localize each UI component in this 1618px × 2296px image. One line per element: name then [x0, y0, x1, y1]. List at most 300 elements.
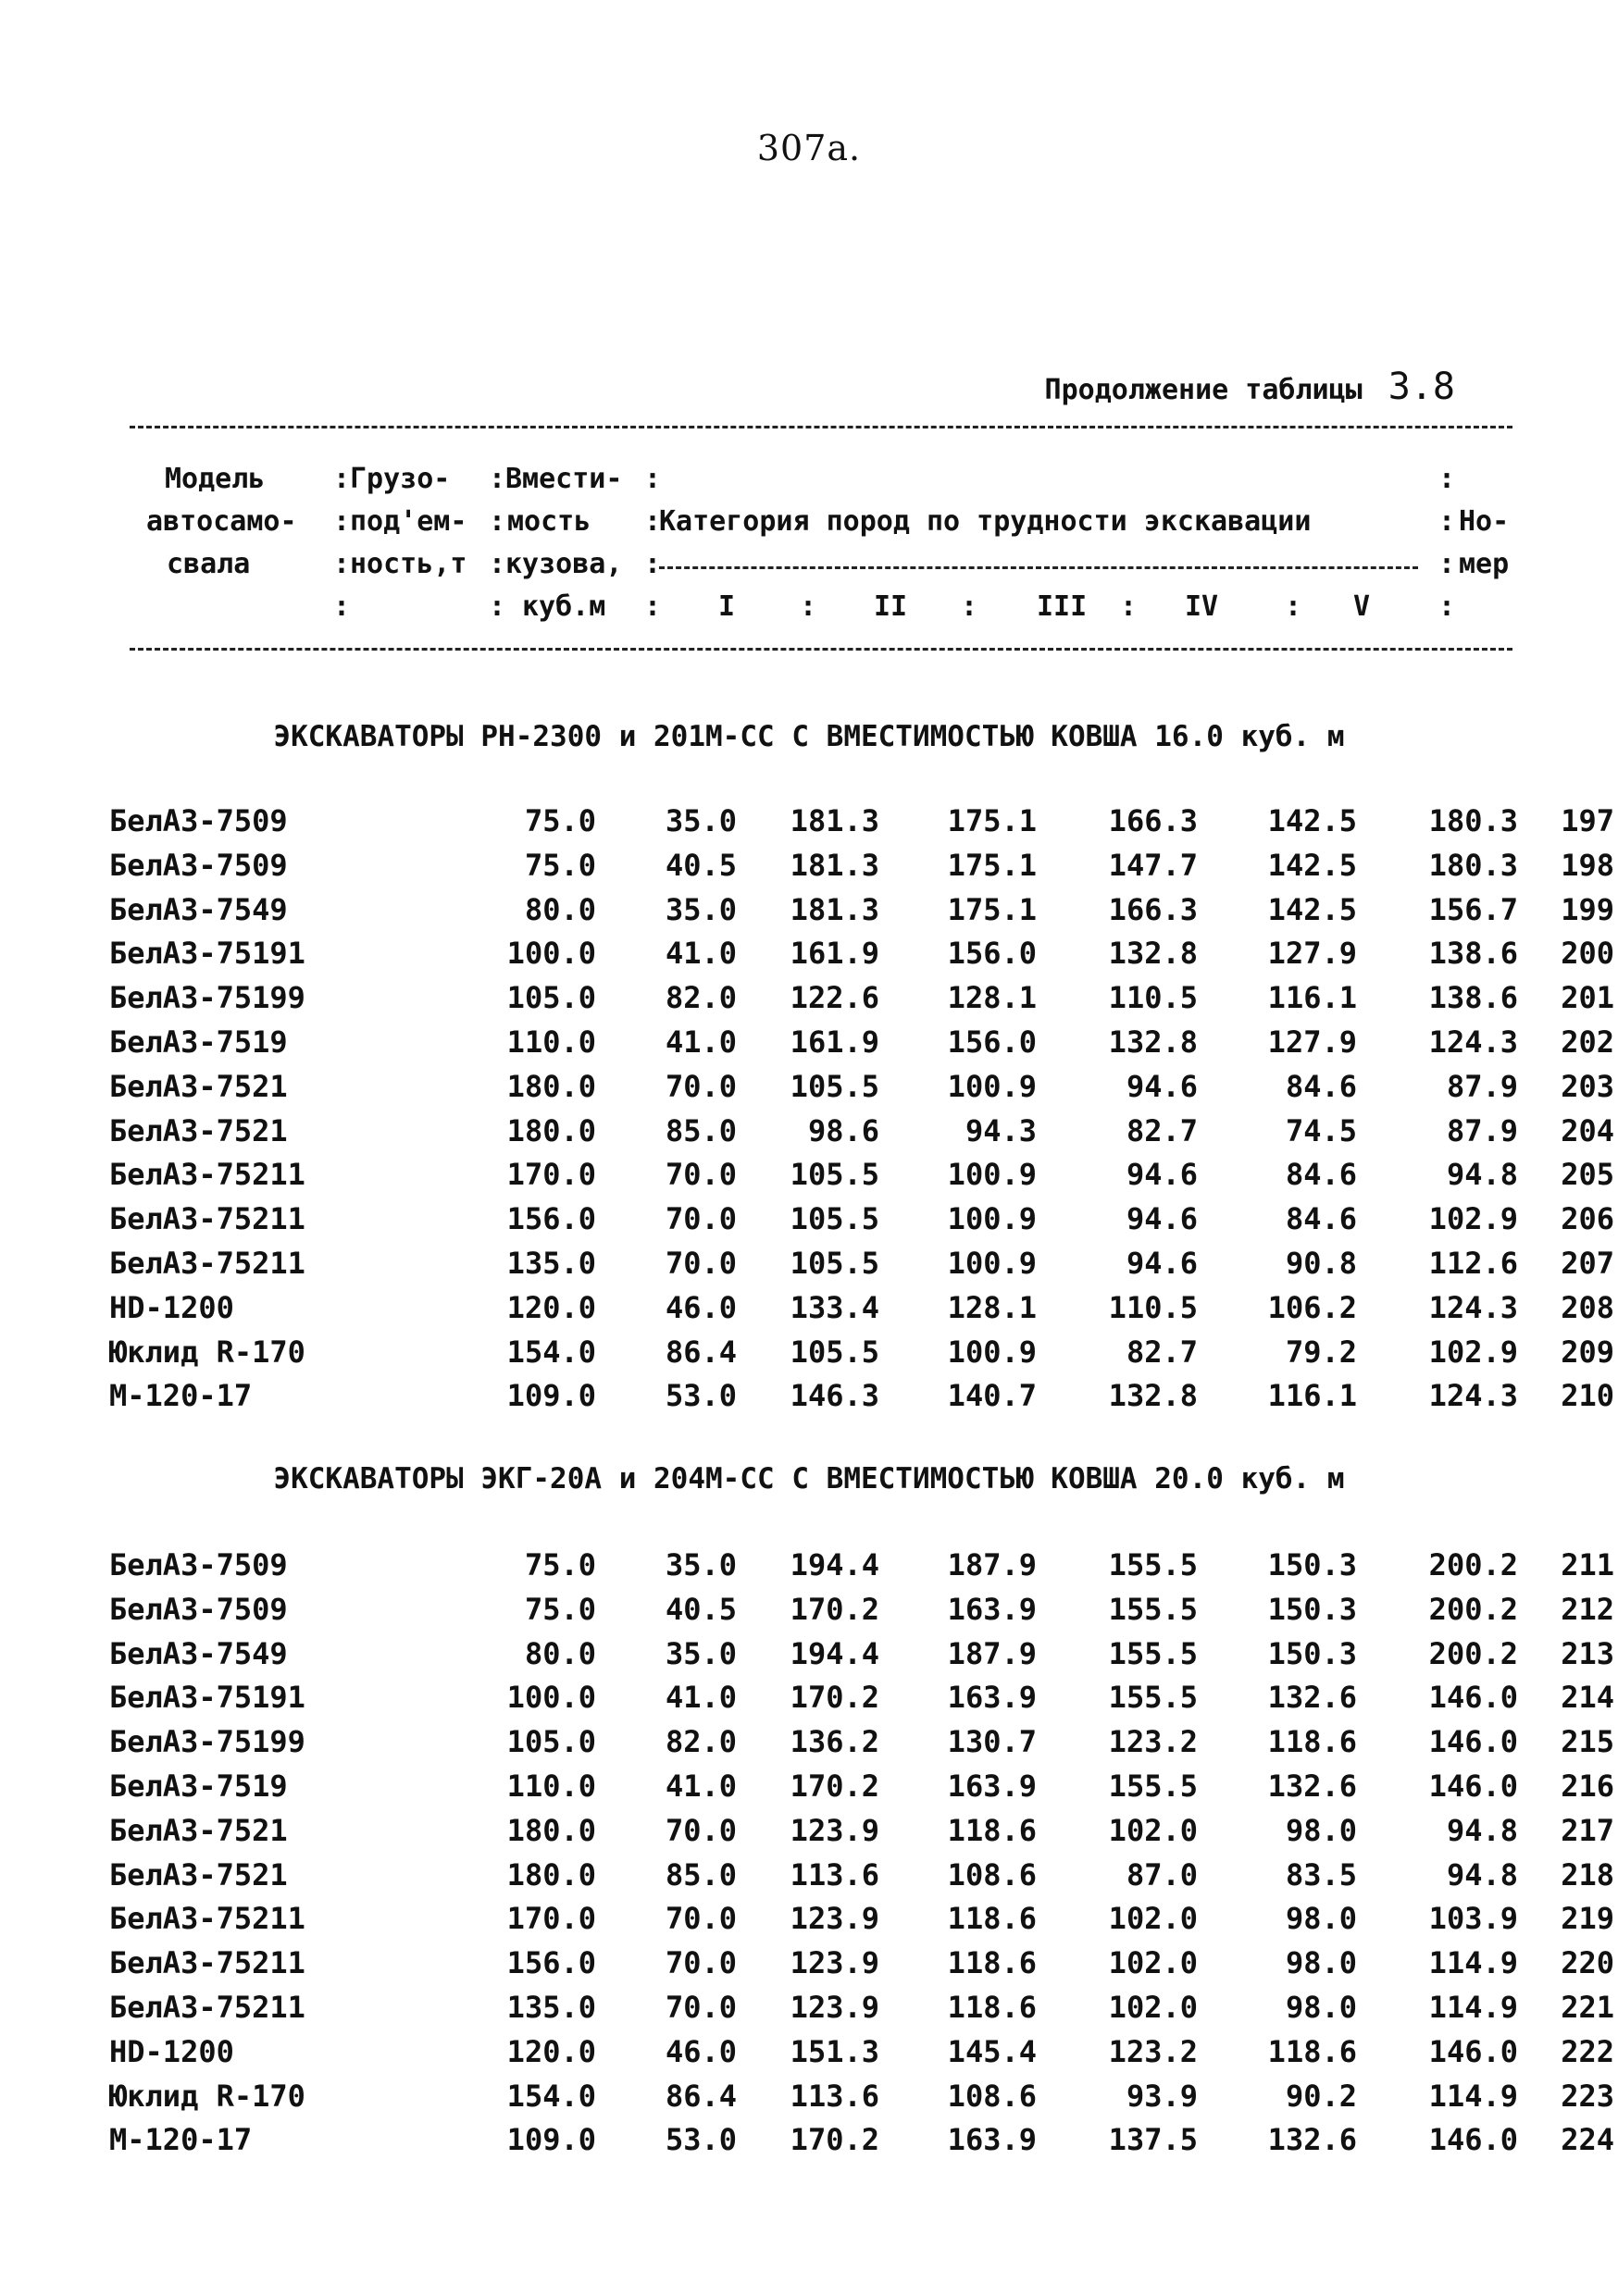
- cell-cat-III: 94.6: [1126, 1068, 1198, 1104]
- cell-volume: 46.0: [665, 2033, 737, 2069]
- cell-number: 199: [1561, 891, 1614, 927]
- cell-capacity: 180.0: [506, 1068, 596, 1104]
- cell-cat-V: 114.9: [1428, 1945, 1518, 1981]
- cell-capacity: 154.0: [506, 2078, 596, 2114]
- cell-number: 201: [1561, 980, 1614, 1016]
- cell-cat-I: 170.2: [790, 1591, 879, 1627]
- cell-cat-III: 123.2: [1108, 2033, 1198, 2069]
- cell-cat-V: 102.9: [1428, 1334, 1518, 1370]
- table-row: [109, 1157, 1614, 1201]
- cell-capacity: 135.0: [506, 1989, 596, 2025]
- cell-number: 222: [1561, 2033, 1614, 2069]
- cell-cat-II: 118.6: [947, 1945, 1037, 1981]
- cell-volume: 70.0: [665, 1812, 737, 1848]
- cell-cat-III: 94.6: [1126, 1245, 1198, 1281]
- cell-cat-II: 108.6: [947, 1856, 1037, 1893]
- cell-number: 214: [1561, 1680, 1614, 1716]
- table-row: [109, 1245, 1614, 1290]
- cell-cat-III: 102.0: [1108, 1989, 1198, 2025]
- table-row: [109, 1591, 1614, 1636]
- section-title: ЭКСКАВАТОРЫ ЭКГ-20А и 204М-СС С ВМЕСТИМОСТЬЮ КОВША 20.0 куб. м: [273, 1462, 1345, 1496]
- cell-cat-IV: 98.0: [1285, 1945, 1357, 1981]
- cell-capacity: 75.0: [524, 1547, 596, 1582]
- cell-volume: 70.0: [665, 1157, 737, 1193]
- cell-cat-III: 155.5: [1108, 1547, 1198, 1582]
- cell-cat-I: 105.5: [790, 1334, 879, 1370]
- header-separator: :: [1120, 590, 1138, 623]
- cell-model: БелАЗ-7521: [109, 1112, 288, 1148]
- cell-model: БелАЗ-7519: [109, 1024, 288, 1060]
- cell-model: БелАЗ-7509: [109, 1591, 288, 1627]
- cell-cat-II: 163.9: [947, 1680, 1037, 1716]
- header-volume-line3: кузова,: [505, 548, 623, 580]
- section-title: ЭКСКАВАТОРЫ PH-2300 и 201М-СС С ВМЕСТИМОСТЬЮ КОВША 16.0 куб. м: [273, 720, 1345, 753]
- table-row: [109, 936, 1614, 980]
- header-separator: :: [489, 463, 506, 495]
- cell-capacity: 170.0: [506, 1901, 596, 1937]
- cell-cat-IV: 83.5: [1285, 1856, 1357, 1893]
- header-separator: :: [489, 548, 506, 580]
- cell-cat-IV: 98.0: [1285, 1901, 1357, 1937]
- cell-capacity: 120.0: [506, 2033, 596, 2069]
- cell-volume: 35.0: [665, 1635, 737, 1671]
- cell-cat-III: 82.7: [1126, 1334, 1198, 1370]
- cell-cat-III: 166.3: [1108, 803, 1198, 838]
- cell-volume: 35.0: [665, 891, 737, 927]
- cell-number: 197: [1561, 803, 1614, 838]
- cell-model: БелАЗ-7521: [109, 1068, 288, 1104]
- cell-cat-V: 112.6: [1428, 1245, 1518, 1281]
- cell-cat-I: 98.6: [807, 1112, 879, 1148]
- table-row: [109, 2078, 1614, 2123]
- table-row: [109, 1680, 1614, 1724]
- cell-model: М-120-17: [109, 1378, 253, 1414]
- cell-cat-V: 138.6: [1428, 936, 1518, 972]
- cell-cat-I: 105.5: [790, 1201, 879, 1237]
- cell-model: БелАЗ-7509: [109, 1547, 288, 1582]
- cell-cat-V: 94.8: [1446, 1812, 1518, 1848]
- cell-capacity: 75.0: [524, 1591, 596, 1627]
- cell-cat-III: 155.5: [1108, 1635, 1198, 1671]
- cell-model: БелАЗ-75211: [109, 1901, 305, 1937]
- cell-cat-IV: 127.9: [1267, 936, 1357, 972]
- cell-cat-I: 181.3: [790, 891, 879, 927]
- cell-model: БелАЗ-75211: [109, 1201, 305, 1237]
- cell-cat-II: 163.9: [947, 1591, 1037, 1627]
- cell-cat-I: 105.5: [790, 1245, 879, 1281]
- header-separator: :: [489, 590, 506, 623]
- cell-cat-III: 94.6: [1126, 1201, 1198, 1237]
- header-volume-line4: куб.м: [522, 590, 606, 623]
- cell-cat-II: 100.9: [947, 1201, 1037, 1237]
- header-category-II: II: [874, 590, 908, 623]
- cell-capacity: 154.0: [506, 1334, 596, 1370]
- cell-cat-III: 132.8: [1108, 1024, 1198, 1060]
- cell-volume: 82.0: [665, 980, 737, 1016]
- table-number: 3.8: [1388, 366, 1455, 408]
- cell-capacity: 80.0: [524, 891, 596, 927]
- cell-cat-IV: 90.2: [1285, 2078, 1357, 2114]
- cell-volume: 70.0: [665, 1201, 737, 1237]
- cell-cat-I: 170.2: [790, 1680, 879, 1716]
- cell-cat-V: 124.3: [1428, 1024, 1518, 1060]
- cell-capacity: 75.0: [524, 803, 596, 838]
- header-category-V: V: [1353, 590, 1371, 623]
- cell-cat-V: 146.0: [1428, 2033, 1518, 2069]
- header-separator: :: [333, 590, 351, 623]
- cell-number: 213: [1561, 1635, 1614, 1671]
- cell-model: БелАЗ-75199: [109, 980, 305, 1016]
- header-separator: :: [1285, 590, 1302, 623]
- header-number-line1: Но-: [1459, 505, 1510, 538]
- cell-cat-V: 146.0: [1428, 1680, 1518, 1716]
- cell-cat-III: 147.7: [1108, 847, 1198, 883]
- cell-number: 207: [1561, 1245, 1614, 1281]
- cell-cat-IV: 132.6: [1267, 1680, 1357, 1716]
- cell-cat-I: 170.2: [790, 1768, 879, 1804]
- continuation-label: Продолжение таблицы: [1044, 374, 1363, 406]
- cell-cat-V: 103.9: [1428, 1901, 1518, 1937]
- cell-cat-IV: 118.6: [1267, 2033, 1357, 2069]
- table-row: [109, 847, 1614, 892]
- cell-cat-V: 146.0: [1428, 2122, 1518, 2158]
- cell-cat-III: 102.0: [1108, 1901, 1198, 1937]
- cell-model: Юклид R-170: [109, 2078, 305, 2114]
- cell-cat-III: 155.5: [1108, 1768, 1198, 1804]
- cell-cat-IV: 98.0: [1285, 1812, 1357, 1848]
- header-separator: :: [644, 505, 662, 538]
- cell-cat-IV: 142.5: [1267, 803, 1357, 838]
- cell-cat-I: 194.4: [790, 1635, 879, 1671]
- cell-cat-II: 128.1: [947, 1289, 1037, 1325]
- cell-cat-II: 94.3: [965, 1112, 1037, 1148]
- cell-cat-V: 200.2: [1428, 1591, 1518, 1627]
- table-row: [109, 1547, 1614, 1592]
- cell-number: 220: [1561, 1945, 1614, 1981]
- table-row: [109, 1945, 1614, 1990]
- table-row: [109, 1635, 1614, 1681]
- cell-cat-V: 180.3: [1428, 803, 1518, 838]
- cell-cat-II: 100.9: [947, 1157, 1037, 1193]
- cell-cat-III: 110.5: [1108, 1289, 1198, 1325]
- cell-cat-V: 200.2: [1428, 1635, 1518, 1671]
- header-number-line2: мер: [1459, 548, 1510, 580]
- table-row: [109, 1989, 1614, 2034]
- cell-model: БелАЗ-75211: [109, 1945, 305, 1981]
- cell-volume: 40.5: [665, 1591, 737, 1627]
- cell-model: БелАЗ-75191: [109, 936, 305, 972]
- cell-cat-II: 118.6: [947, 1989, 1037, 2025]
- cell-cat-IV: 79.2: [1285, 1334, 1357, 1370]
- cell-model: БелАЗ-7521: [109, 1812, 288, 1848]
- cell-cat-I: 122.6: [790, 980, 879, 1016]
- cell-cat-IV: 150.3: [1267, 1547, 1357, 1582]
- cell-number: 206: [1561, 1201, 1614, 1237]
- cell-cat-IV: 132.6: [1267, 1768, 1357, 1804]
- cell-cat-III: 137.5: [1108, 2122, 1198, 2158]
- cell-cat-III: 155.5: [1108, 1591, 1198, 1627]
- section-rows: [109, 803, 1614, 1422]
- cell-model: БелАЗ-7549: [109, 1635, 288, 1671]
- cell-number: 203: [1561, 1068, 1614, 1104]
- header-category-IV: IV: [1185, 590, 1219, 623]
- cell-model: HD-1200: [109, 2033, 234, 2069]
- cell-cat-I: 151.3: [790, 2033, 879, 2069]
- cell-cat-II: 100.9: [947, 1334, 1037, 1370]
- cell-cat-IV: 98.0: [1285, 1989, 1357, 2025]
- cell-cat-V: 146.0: [1428, 1768, 1518, 1804]
- cell-model: БелАЗ-7519: [109, 1768, 288, 1804]
- cell-number: 204: [1561, 1112, 1614, 1148]
- header-separator: :: [333, 463, 351, 495]
- cell-cat-III: 87.0: [1126, 1856, 1198, 1893]
- cell-cat-II: 163.9: [947, 1768, 1037, 1804]
- cell-volume: 53.0: [665, 1378, 737, 1414]
- cell-cat-IV: 116.1: [1267, 1378, 1357, 1414]
- cell-cat-II: 163.9: [947, 2122, 1037, 2158]
- cell-cat-III: 132.8: [1108, 936, 1198, 972]
- cell-cat-IV: 132.6: [1267, 2122, 1357, 2158]
- header-model-line2: автосамо-: [146, 505, 297, 538]
- table-row: [109, 1768, 1614, 1813]
- cell-capacity: 75.0: [524, 847, 596, 883]
- cell-volume: 46.0: [665, 1289, 737, 1325]
- cell-cat-II: 187.9: [947, 1547, 1037, 1582]
- cell-cat-II: 100.9: [947, 1245, 1037, 1281]
- cell-model: БелАЗ-7549: [109, 891, 288, 927]
- cell-number: 221: [1561, 1989, 1614, 2025]
- cell-number: 217: [1561, 1812, 1614, 1848]
- cell-cat-II: 100.9: [947, 1068, 1037, 1104]
- header-separator: :: [644, 590, 662, 623]
- header-volume-line2: мость: [507, 505, 591, 538]
- cell-cat-II: 175.1: [947, 891, 1037, 927]
- table-row: [109, 980, 1614, 1024]
- table-row: [109, 1812, 1614, 1857]
- cell-capacity: 109.0: [506, 1378, 596, 1414]
- cell-number: 211: [1561, 1547, 1614, 1582]
- cell-cat-III: 93.9: [1126, 2078, 1198, 2114]
- cell-capacity: 156.0: [506, 1945, 596, 1981]
- header-separator: :: [333, 548, 351, 580]
- cell-model: БелАЗ-75191: [109, 1680, 305, 1716]
- cell-cat-I: 194.4: [790, 1547, 879, 1582]
- cell-cat-I: 123.9: [790, 1989, 879, 2025]
- cell-cat-II: 145.4: [947, 2033, 1037, 2069]
- cell-cat-I: 105.5: [790, 1068, 879, 1104]
- cell-model: БелАЗ-75211: [109, 1245, 305, 1281]
- cell-cat-I: 123.9: [790, 1901, 879, 1937]
- table-row: [109, 891, 1614, 937]
- section-rows: [109, 1547, 1614, 2166]
- table-row: [109, 1068, 1614, 1113]
- cell-volume: 41.0: [665, 1768, 737, 1804]
- cell-cat-V: 200.2: [1428, 1547, 1518, 1582]
- cell-cat-IV: 84.6: [1285, 1201, 1357, 1237]
- cell-cat-I: 105.5: [790, 1157, 879, 1193]
- cell-number: 224: [1561, 2122, 1614, 2158]
- header-separator: :: [1438, 505, 1456, 538]
- cell-cat-V: 146.0: [1428, 1724, 1518, 1760]
- table-row: [109, 2033, 1614, 2079]
- cell-number: 205: [1561, 1157, 1614, 1193]
- cell-cat-V: 114.9: [1428, 2078, 1518, 2114]
- header-separator: :: [644, 463, 662, 495]
- cell-cat-II: 118.6: [947, 1812, 1037, 1848]
- header-separator: :: [961, 590, 978, 623]
- cell-model: БелАЗ-7509: [109, 803, 288, 838]
- cell-volume: 86.4: [665, 2078, 737, 2114]
- cell-volume: 70.0: [665, 1989, 737, 2025]
- cell-number: 215: [1561, 1724, 1614, 1760]
- cell-model: Юклид R-170: [109, 1334, 305, 1370]
- cell-number: 200: [1561, 936, 1614, 972]
- cell-volume: 41.0: [665, 1024, 737, 1060]
- cell-number: 208: [1561, 1289, 1614, 1325]
- cell-cat-I: 181.3: [790, 803, 879, 838]
- cell-model: HD-1200: [109, 1289, 234, 1325]
- cell-cat-IV: 142.5: [1267, 891, 1357, 927]
- cell-cat-V: 87.9: [1446, 1112, 1518, 1148]
- cell-cat-III: 94.6: [1126, 1157, 1198, 1193]
- cell-cat-III: 166.3: [1108, 891, 1198, 927]
- cell-cat-IV: 150.3: [1267, 1635, 1357, 1671]
- cell-cat-I: 123.9: [790, 1812, 879, 1848]
- cell-number: 219: [1561, 1901, 1614, 1937]
- cell-cat-II: 108.6: [947, 2078, 1037, 2114]
- cell-cat-V: 156.7: [1428, 891, 1518, 927]
- cell-cat-IV: 106.2: [1267, 1289, 1357, 1325]
- cell-cat-III: 102.0: [1108, 1812, 1198, 1848]
- table-row: [109, 1334, 1614, 1379]
- cell-cat-V: 94.8: [1446, 1157, 1518, 1193]
- cell-cat-II: 175.1: [947, 803, 1037, 838]
- cell-cat-I: 161.9: [790, 936, 879, 972]
- cell-volume: 70.0: [665, 1245, 737, 1281]
- cell-cat-IV: 84.6: [1285, 1157, 1357, 1193]
- header-separator: :: [1438, 590, 1456, 623]
- cell-volume: 85.0: [665, 1856, 737, 1893]
- page-number: 307а.: [756, 128, 862, 168]
- cell-model: БелАЗ-75211: [109, 1157, 305, 1193]
- header-model-line1: Модель: [165, 463, 266, 495]
- table-row: [109, 803, 1614, 848]
- cell-capacity: 180.0: [506, 1812, 596, 1848]
- cell-capacity: 109.0: [506, 2122, 596, 2158]
- header-volume-line1: Вмести-: [505, 463, 623, 495]
- cell-model: БелАЗ-75199: [109, 1724, 305, 1760]
- cell-cat-V: 138.6: [1428, 980, 1518, 1016]
- cell-volume: 70.0: [665, 1901, 737, 1937]
- cell-cat-I: 146.3: [790, 1378, 879, 1414]
- cell-cat-III: 110.5: [1108, 980, 1198, 1016]
- table-top-rule: [130, 426, 1512, 428]
- table-row: [109, 1378, 1614, 1422]
- header-category: Категория пород по трудности экскавации: [659, 505, 1312, 538]
- cell-capacity: 180.0: [506, 1856, 596, 1893]
- cell-cat-I: 113.6: [790, 2078, 879, 2114]
- cell-model: БелАЗ-7509: [109, 847, 288, 883]
- cell-cat-V: 94.8: [1446, 1856, 1518, 1893]
- cell-capacity: 156.0: [506, 1201, 596, 1237]
- cell-cat-V: 124.3: [1428, 1378, 1518, 1414]
- cell-cat-II: 187.9: [947, 1635, 1037, 1671]
- cell-cat-III: 155.5: [1108, 1680, 1198, 1716]
- cell-volume: 82.0: [665, 1724, 737, 1760]
- cell-cat-I: 123.9: [790, 1945, 879, 1981]
- header-separator: :: [644, 548, 662, 580]
- table-row: [109, 2122, 1614, 2166]
- table-row: [109, 1024, 1614, 1069]
- cell-volume: 41.0: [665, 936, 737, 972]
- cell-cat-II: 118.6: [947, 1901, 1037, 1937]
- header-category-III: III: [1037, 590, 1088, 623]
- cell-cat-II: 175.1: [947, 847, 1037, 883]
- cell-cat-II: 140.7: [947, 1378, 1037, 1414]
- cell-volume: 41.0: [665, 1680, 737, 1716]
- cell-volume: 70.0: [665, 1068, 737, 1104]
- cell-cat-IV: 84.6: [1285, 1068, 1357, 1104]
- cell-cat-I: 161.9: [790, 1024, 879, 1060]
- table-row: [109, 1901, 1614, 1945]
- table-row: [109, 1856, 1614, 1902]
- cell-capacity: 170.0: [506, 1157, 596, 1193]
- cell-cat-V: 124.3: [1428, 1289, 1518, 1325]
- cell-model: М-120-17: [109, 2122, 253, 2158]
- header-separator: :: [1438, 548, 1456, 580]
- cell-cat-IV: 90.8: [1285, 1245, 1357, 1281]
- cell-cat-V: 114.9: [1428, 1989, 1518, 2025]
- cell-cat-IV: 118.6: [1267, 1724, 1357, 1760]
- cell-volume: 35.0: [665, 1547, 737, 1582]
- cell-cat-III: 123.2: [1108, 1724, 1198, 1760]
- table-header-bottom-rule: [130, 648, 1512, 651]
- cell-capacity: 100.0: [506, 1680, 596, 1716]
- table-row: [109, 1289, 1614, 1334]
- cell-volume: 53.0: [665, 2122, 737, 2158]
- cell-cat-IV: 150.3: [1267, 1591, 1357, 1627]
- cell-number: 216: [1561, 1768, 1614, 1804]
- header-separator: :: [800, 590, 817, 623]
- cell-capacity: 105.0: [506, 1724, 596, 1760]
- cell-capacity: 180.0: [506, 1112, 596, 1148]
- cell-cat-IV: 142.5: [1267, 847, 1357, 883]
- cell-cat-II: 128.1: [947, 980, 1037, 1016]
- header-category-I: I: [718, 590, 736, 623]
- cell-cat-V: 102.9: [1428, 1201, 1518, 1237]
- cell-number: 202: [1561, 1024, 1614, 1060]
- cell-capacity: 110.0: [506, 1024, 596, 1060]
- cell-cat-I: 136.2: [790, 1724, 879, 1760]
- cell-cat-II: 130.7: [947, 1724, 1037, 1760]
- cell-volume: 85.0: [665, 1112, 737, 1148]
- cell-cat-II: 156.0: [947, 936, 1037, 972]
- cell-capacity: 135.0: [506, 1245, 596, 1281]
- cell-number: 223: [1561, 2078, 1614, 2114]
- cell-volume: 35.0: [665, 803, 737, 838]
- cell-capacity: 100.0: [506, 936, 596, 972]
- header-model-line3: свала: [167, 548, 251, 580]
- cell-capacity: 110.0: [506, 1768, 596, 1804]
- cell-cat-III: 102.0: [1108, 1945, 1198, 1981]
- table-row: [109, 1201, 1614, 1246]
- cell-cat-I: 133.4: [790, 1289, 879, 1325]
- header-separator: :: [333, 505, 351, 538]
- cell-cat-IV: 116.1: [1267, 980, 1357, 1016]
- cell-number: 198: [1561, 847, 1614, 883]
- cell-cat-V: 87.9: [1446, 1068, 1518, 1104]
- header-separator: :: [489, 505, 506, 538]
